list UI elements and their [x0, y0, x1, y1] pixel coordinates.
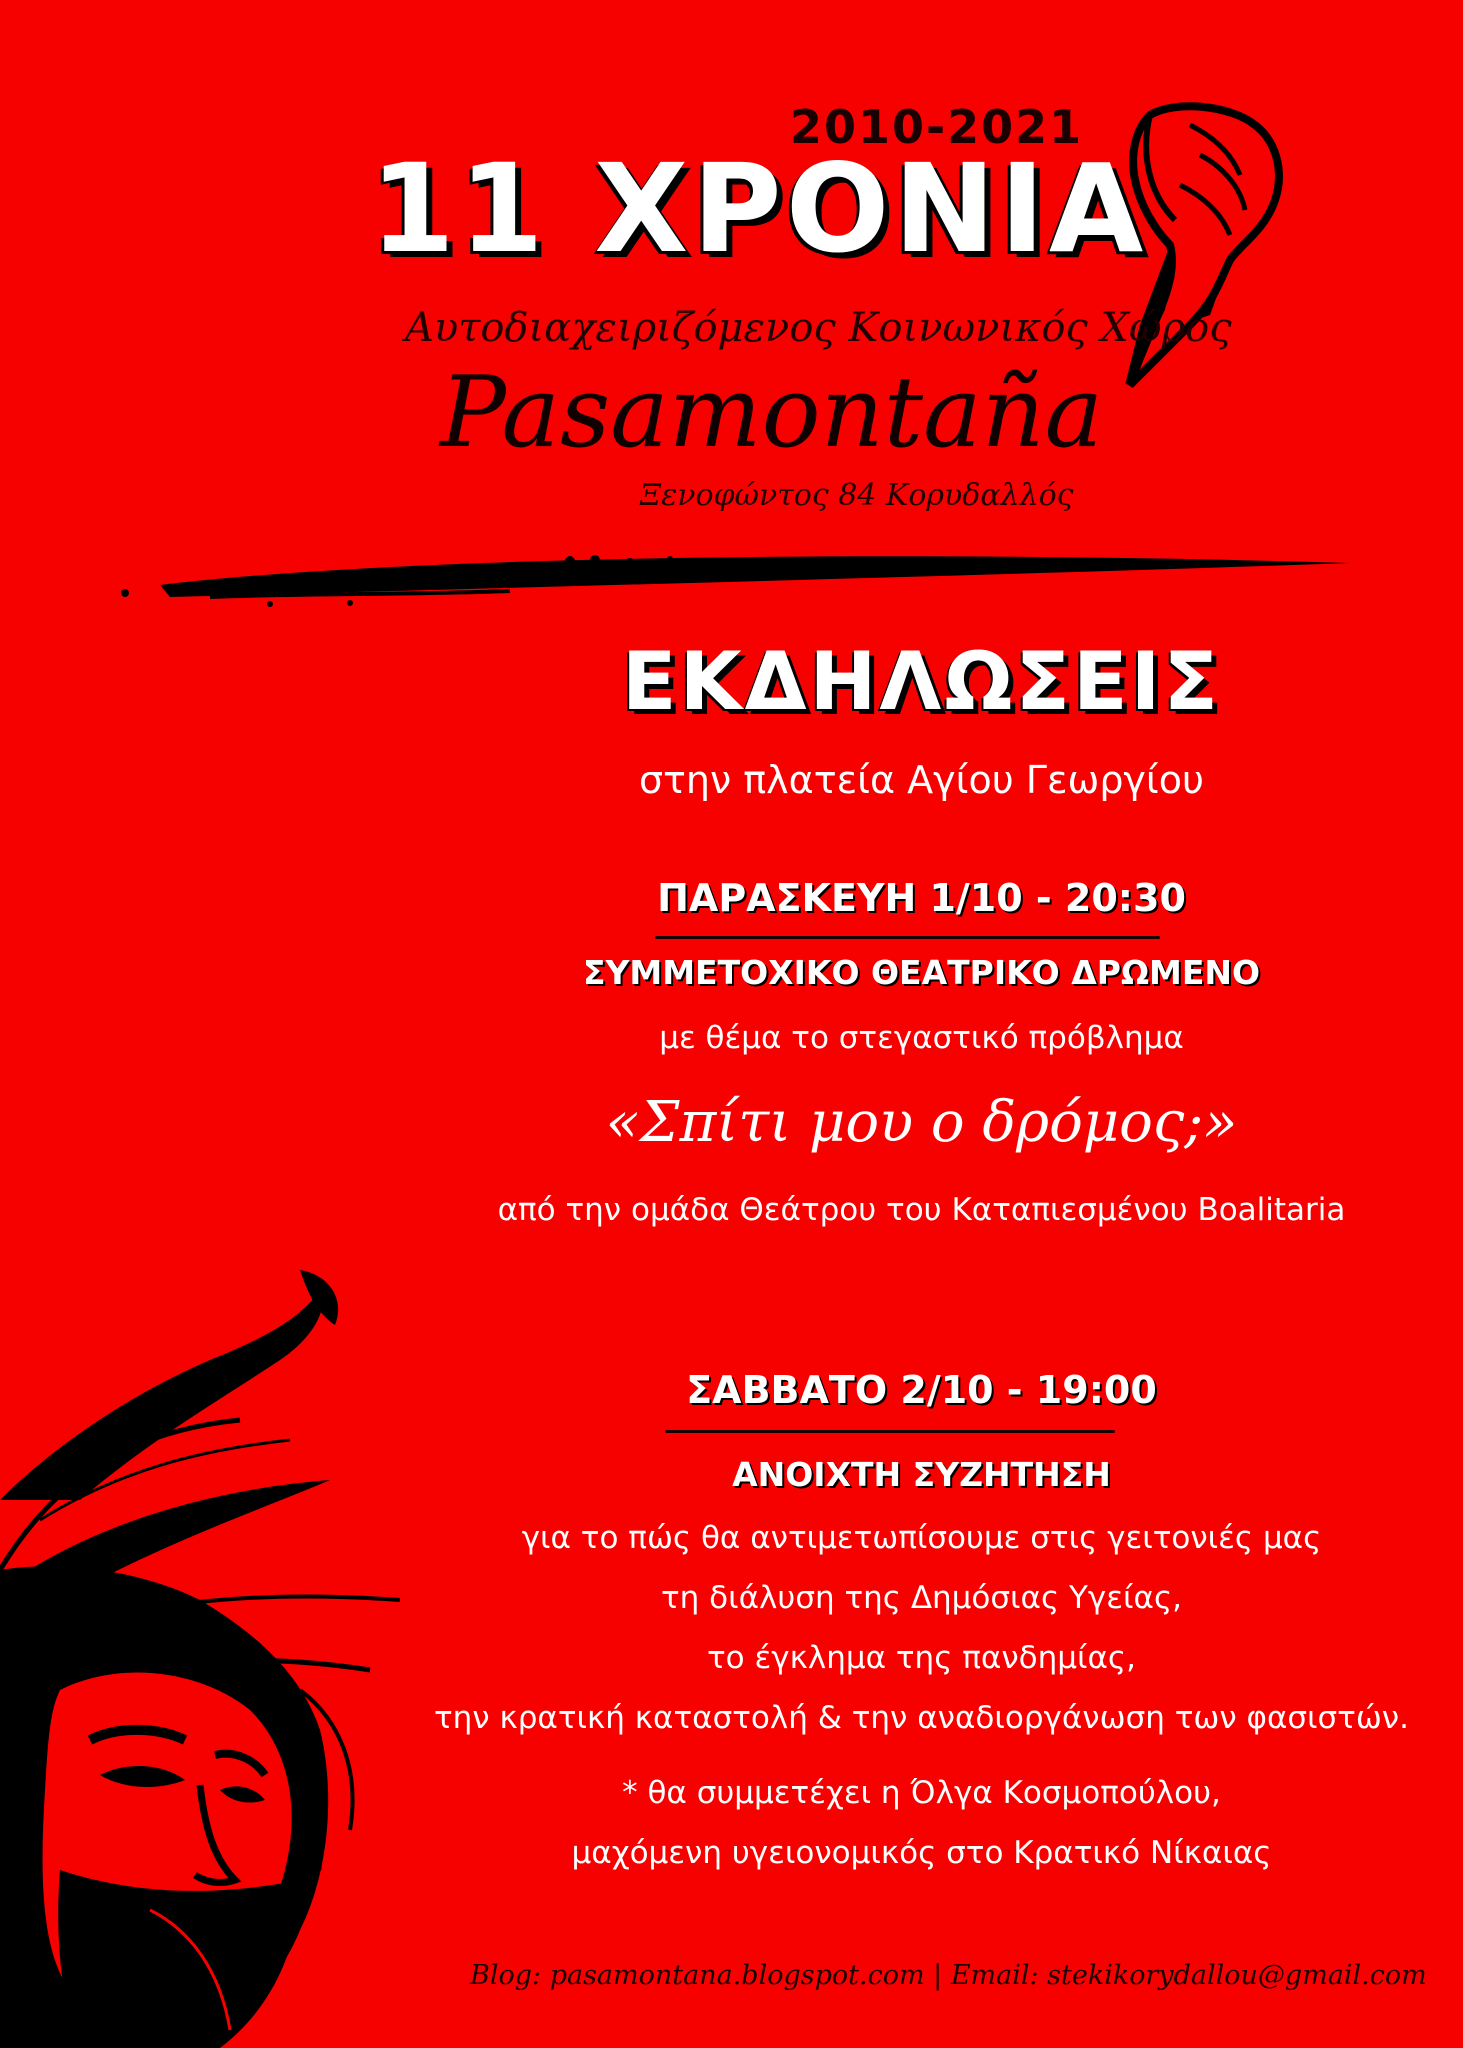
friday-topic: με θέμα το στεγαστικό πρόβλημα: [659, 1020, 1184, 1056]
speaker-note: * θα συμμετέχει η Όλγα Κοσμοπούλου,: [622, 1775, 1221, 1811]
play-title: «Σπίτι μου ο δρόμος;»: [605, 1090, 1238, 1155]
masked-woman-illustration: [0, 1270, 430, 2048]
space-subtitle: Αυτοδιαχειριζόμενος Κοινωνικός Χώρος: [405, 305, 1232, 351]
space-address: Ξενοφώντος 84 Κορυδαλλός: [640, 478, 1074, 513]
space-name: Pasamontaña: [440, 356, 1104, 470]
discussion-line: το έγκλημα της πανδημίας,: [707, 1640, 1136, 1676]
events-title: ΕΚΔΗΛΩΣΕΙΣ: [621, 635, 1222, 728]
saturday-heading: ΑΝΟΙΧΤΗ ΣΥΖΗΤΗΣΗ: [732, 1455, 1111, 1494]
brush-stroke-divider: [110, 545, 1360, 610]
contact-footer: Blog: pasamontana.blogspot.com | Email: stekikorydallou@gmail.com: [470, 1960, 1427, 1991]
saturday-divider: [665, 1430, 1115, 1433]
saturday-date: ΣΑΒΒΑΤΟ 2/10 - 19:00: [686, 1368, 1157, 1412]
speaker-role: μαχόμενη υγειονομικός στο Κρατικό Νίκαιας: [571, 1835, 1272, 1871]
friday-date: ΠΑΡΑΣΚΕΥΗ 1/10 - 20:30: [657, 876, 1186, 920]
discussion-line: τη διάλυση της Δημόσιας Υγείας,: [660, 1580, 1183, 1616]
discussion-line: την κρατική καταστολή & την αναδιοργάνωση των φασιστών.: [434, 1700, 1409, 1736]
anniversary-title: 11 ΧΡΟΝΙΑ: [370, 138, 1148, 280]
events-location: στην πλατεία Αγίου Γεωργίου: [638, 758, 1205, 802]
friday-group: από την ομάδα Θεάτρου του Καταπιεσμένου Boalitaria: [497, 1192, 1346, 1228]
friday-divider: [655, 936, 1160, 939]
discussion-line: για το πώς θα αντιμετωπίσουμε στις γειτονιές μας: [521, 1520, 1322, 1556]
years-range: 2010-2021: [790, 100, 1084, 154]
friday-heading: ΣΥΜΜΕΤΟΧΙΚΟ ΘΕΑΤΡΙΚΟ ΔΡΩΜΕΝΟ: [582, 953, 1261, 992]
